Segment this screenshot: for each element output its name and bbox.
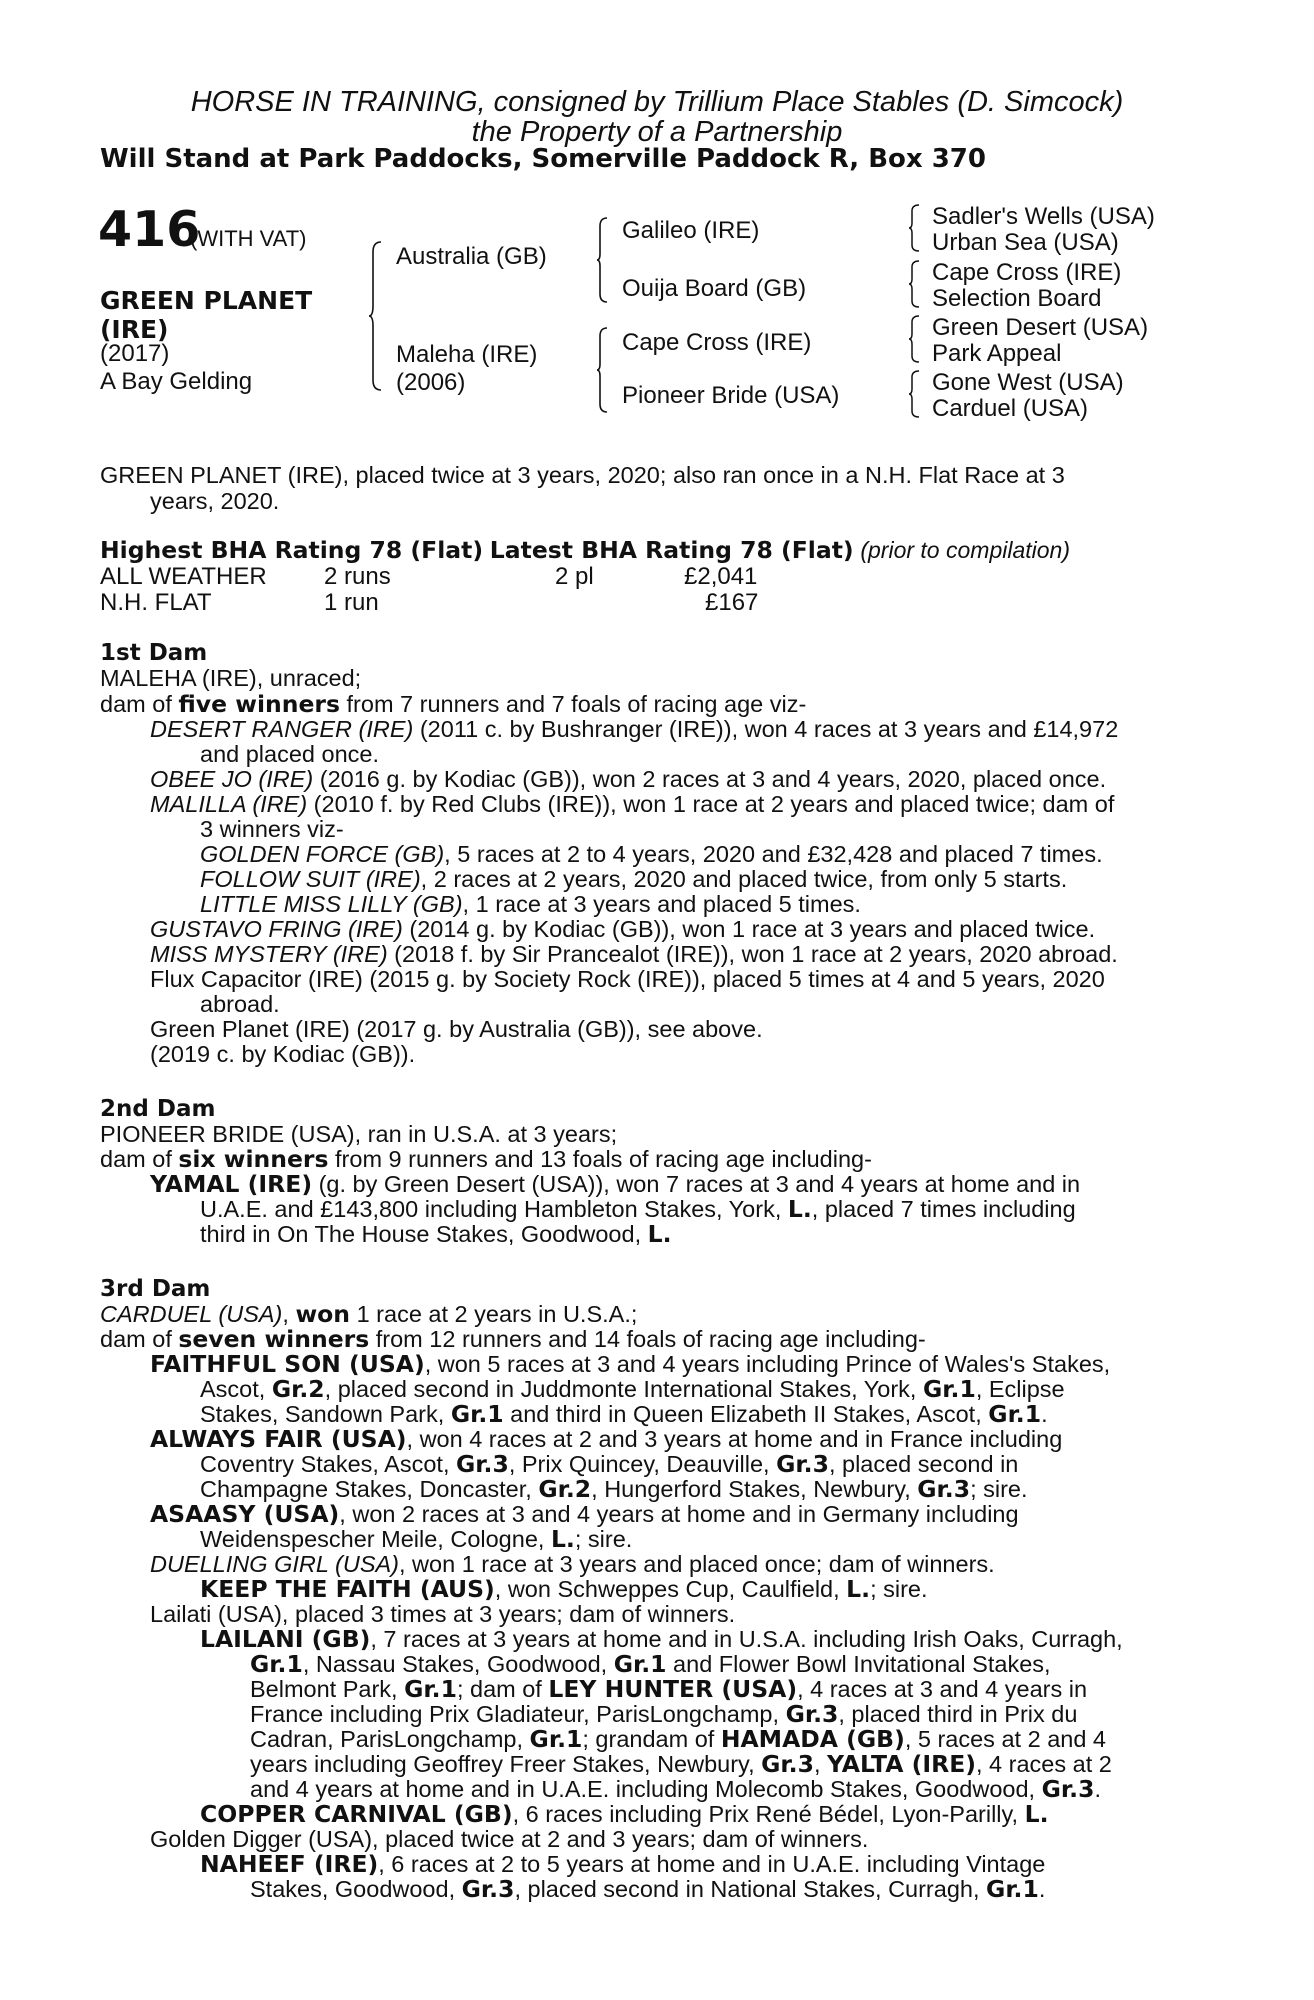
race-runs: 1 run — [324, 589, 379, 616]
section-heading: 3rd Dam — [100, 1276, 211, 1302]
produce-entry-cont: third in On The House Stakes, Goodwood, L. — [200, 1220, 672, 1248]
produce-entry: OBEE JO (IRE) (2016 g. by Kodiac (GB)), won 2 races at 3 and 4 years, 2020, placed once. — [150, 766, 1107, 792]
dam-produce-summary: dam of five winners from 7 runners and 7 foals of racing age viz- — [100, 690, 807, 718]
dam-intro: MALEHA (IRE), unraced; — [100, 665, 362, 691]
ancestor-1: Sadler's Wells (USA) — [932, 203, 1155, 230]
sire: Australia (GB) — [396, 243, 547, 270]
produce-entry: FOLLOW SUIT (IRE), 2 races at 2 years, 2020 and placed twice, from only 5 starts. — [200, 866, 1068, 892]
race-placed: 2 pl — [555, 563, 594, 590]
produce-entry-cont: Weidenspescher Meile, Cologne, L.; sire. — [200, 1525, 633, 1553]
produce-entry: (2019 c. by Kodiac (GB)). — [150, 1041, 416, 1067]
produce-entry: Flux Capacitor (IRE) (2015 g. by Society Rock (IRE)), placed 5 times at 4 and 5 years, 2020 — [150, 966, 1105, 992]
produce-entry: GOLDEN FORCE (GB), 5 races at 2 to 4 years, 2020 and £32,428 and placed 7 times. — [200, 841, 1103, 867]
pedigree-brace-dam — [596, 326, 608, 414]
produce-entry-cont: abroad. — [200, 991, 280, 1017]
produce-entry-cont: U.A.E. and £143,800 including Hambleton Stakes, York, L., placed 7 times including — [200, 1195, 1076, 1223]
ancestor-3: Cape Cross (IRE) — [932, 259, 1122, 286]
produce-entry: YAMAL (IRE) (g. by Green Desert (USA)), won 7 races at 3 and 4 years at home and in — [150, 1170, 1081, 1198]
produce-entry: MISS MYSTERY (IRE) (2018 f. by Sir Prancealot (IRE)), won 1 race at 2 years, 2020 abroad. — [150, 941, 1118, 967]
ancestor-2: Urban Sea (USA) — [932, 229, 1119, 256]
dam-intro: CARDUEL (USA), won 1 race at 2 years in U.S.A.; — [100, 1300, 638, 1328]
dam-year: (2006) — [396, 369, 466, 396]
produce-entry: DUELLING GIRL (USA), won 1 race at 3 years and placed once; dam of winners. — [150, 1551, 995, 1577]
ancestor-8: Carduel (USA) — [932, 395, 1089, 422]
dam-sire: Cape Cross (IRE) — [622, 329, 812, 356]
highest-rating: Highest BHA Rating 78 (Flat) — [100, 536, 484, 564]
ownership-line: the Property of a Partnership — [471, 116, 843, 148]
produce-entry: LITTLE MISS LILLY (GB), 1 race at 3 years and placed 5 times. — [200, 891, 861, 917]
pedigree-brace-g1 — [908, 203, 920, 253]
vat-note: (WITH VAT) — [190, 226, 307, 251]
ancestor-7: Gone West (USA) — [932, 369, 1124, 396]
section-heading: 1st Dam — [100, 640, 208, 666]
section-heading: 2nd Dam — [100, 1096, 216, 1122]
produce-entry-cont: Coventry Stakes, Ascot, Gr.3, Prix Quincey, Deauville, Gr.3, placed second in — [200, 1450, 1019, 1478]
produce-entry-cont: Cadran, ParisLongchamp, Gr.1; grandam of HAMADA (GB), 5 races at 2 and 4 — [250, 1725, 1106, 1753]
produce-entry-cont: and 4 years at home and in U.A.E. including Molecomb Stakes, Goodwood, Gr.3. — [250, 1775, 1101, 1803]
stand-location: Will Stand at Park Paddocks, Somerville Paddock R, Box 370 — [100, 144, 986, 174]
pedigree-brace-g4 — [908, 369, 920, 419]
race-runs: 2 runs — [324, 563, 391, 590]
dam-produce-summary: dam of seven winners from 12 runners and 14 foals of racing age including- — [100, 1325, 926, 1353]
produce-entry: LAILANI (GB), 7 races at 3 years at home and in U.S.A. including Irish Oaks, Curragh, — [200, 1625, 1123, 1653]
latest-rating: Latest BHA Rating 78 (Flat) — [489, 536, 854, 564]
race-type: N.H. FLAT — [100, 589, 212, 616]
produce-entry: Lailati (USA), placed 3 times at 3 years; dam of winners. — [150, 1601, 736, 1627]
produce-entry-cont: years including Geoffrey Freer Stakes, Newbury, Gr.3, YALTA (IRE), 4 races at 2 — [250, 1750, 1112, 1778]
summary-line-1: GREEN PLANET (IRE), placed twice at 3 years, 2020; also ran once in a N.H. Flat Race at 3 — [100, 462, 1065, 488]
dam-intro: PIONEER BRIDE (USA), ran in U.S.A. at 3 years; — [100, 1121, 618, 1147]
produce-entry: FAITHFUL SON (USA), won 5 races at 3 and 4 years including Prince of Wales's Stakes, — [150, 1350, 1111, 1378]
horse-name: GREEN PLANET (IRE) — [100, 286, 313, 344]
race-prize: £167 — [705, 589, 759, 616]
race-type: ALL WEATHER — [100, 563, 267, 590]
produce-entry: ALWAYS FAIR (USA), won 4 races at 2 and 3 years at home and in France including — [150, 1425, 1063, 1453]
pedigree-brace-main — [368, 240, 382, 392]
summary-line-2: years, 2020. — [150, 488, 280, 514]
ancestor-6: Park Appeal — [932, 340, 1062, 367]
produce-entry: ASAASY (USA), won 2 races at 3 and 4 years at home and in Germany including — [150, 1500, 1019, 1528]
dam: Maleha (IRE) — [396, 341, 538, 368]
dam-dam: Pioneer Bride (USA) — [622, 382, 840, 409]
produce-entry: DESERT RANGER (IRE) (2011 c. by Bushranger (IRE)), won 4 races at 3 years and £14,972 — [150, 716, 1119, 742]
race-prize: £2,041 — [684, 563, 758, 590]
produce-entry: COPPER CARNIVAL (GB), 6 races including Prix René Bédel, Lyon-Parilly, L. — [200, 1800, 1049, 1828]
produce-entry: MALILLA (IRE) (2010 f. by Red Clubs (IRE)), won 1 race at 2 years and placed twice; dam of — [150, 791, 1115, 817]
pedigree-brace-g3 — [908, 314, 920, 364]
produce-entry-cont: Stakes, Goodwood, Gr.3, placed second in National Stakes, Curragh, Gr.1. — [250, 1875, 1046, 1903]
produce-entry: KEEP THE FAITH (AUS), won Schweppes Cup, Caulfield, L.; sire. — [200, 1575, 928, 1603]
pedigree-brace-sire — [596, 216, 608, 304]
sire-dam: Ouija Board (GB) — [622, 275, 807, 302]
produce-entry-cont: Gr.1, Nassau Stakes, Goodwood, Gr.1 and Flower Bowl Invitational Stakes, — [250, 1650, 1051, 1678]
ancestor-5: Green Desert (USA) — [932, 314, 1149, 341]
produce-entry: Green Planet (IRE) (2017 g. by Australia (GB)), see above. — [150, 1016, 763, 1042]
consignor-line: HORSE IN TRAINING, consigned by Trillium Place Stables (D. Simcock) — [190, 86, 1124, 118]
produce-entry: NAHEEF (IRE), 6 races at 2 to 5 years at home and in U.A.E. including Vintage — [200, 1850, 1046, 1878]
produce-entry: GUSTAVO FRING (IRE) (2014 g. by Kodiac (GB)), won 1 race at 3 years and placed twice. — [150, 916, 1096, 942]
produce-entry-cont: 3 winners viz- — [200, 816, 344, 842]
produce-entry-cont: and placed once. — [200, 741, 380, 767]
dam-produce-summary: dam of six winners from 9 runners and 13 foals of racing age including- — [100, 1145, 872, 1173]
rating-note: (prior to compilation) — [860, 537, 1070, 563]
lot-number: 416 — [98, 201, 201, 258]
foaling-year: (2017) — [100, 340, 170, 367]
ratings-heading — [100, 536, 1070, 565]
produce-entry-cont: Belmont Park, Gr.1; dam of LEY HUNTER (USA), 4 races at 3 and 4 years in — [250, 1675, 1088, 1703]
sire-sire: Galileo (IRE) — [622, 217, 760, 244]
pedigree-brace-g2 — [908, 259, 920, 309]
produce-entry-cont: France including Prix Gladiateur, ParisLongchamp, Gr.3, placed third in Prix du — [250, 1700, 1078, 1728]
produce-entry-cont: Champagne Stakes, Doncaster, Gr.2, Hungerford Stakes, Newbury, Gr.3; sire. — [200, 1475, 1028, 1503]
ancestor-4: Selection Board — [932, 285, 1102, 312]
produce-entry-cont: Stakes, Sandown Park, Gr.1 and third in Queen Elizabeth II Stakes, Ascot, Gr.1. — [200, 1400, 1048, 1428]
produce-entry-cont: Ascot, Gr.2, placed second in Juddmonte International Stakes, York, Gr.1, Eclipse — [200, 1375, 1065, 1403]
produce-entry: Golden Digger (USA), placed twice at 2 and 3 years; dam of winners. — [150, 1826, 869, 1852]
horse-description: A Bay Gelding — [100, 368, 253, 395]
